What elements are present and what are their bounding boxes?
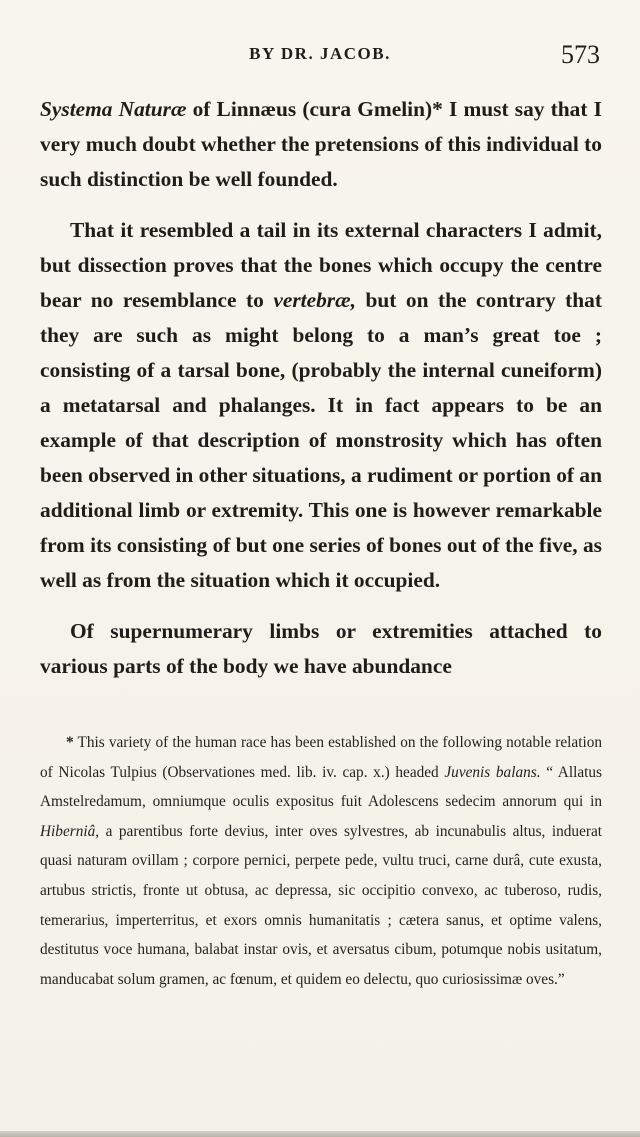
text-segment-italic: Systema Naturæ [40, 97, 187, 121]
text-segment: That it resembled a tail in its external characters I admit, but dissection proves that the bones which occupy the centre bear no resemblance to [40, 218, 602, 312]
paragraph [40, 92, 602, 197]
running-head: BY DR. JACOB. [249, 44, 391, 63]
page-header [0, 40, 640, 80]
footnote-segment: a parentibus forte devius, inter oves sylvestres, ab incunabulis altus, induerat quasi naturam ovillam ; corpore pernici, perpete pede, vultu truci, carne durâ, cute exusta, artubus strictis, fronte ut obtusa, ac depressa, sic occipitio convexo, ac tuberoso, rudis, temerarius, imperterritus, et exors omnis humanitatis ; cætera sanus, et optime valens, destitutus voce humana, balabat instar ovis, et aversatus cibum, potumque nobis usitatum, manducabat solum gramen, ac fœnum, et quidem eo delectu, quo curiosissimæ oves.” [40, 822, 602, 988]
footnote-segment: This variety of the human race has been established on the following notable relation of Nicolas Tulpius (Observationes med. lib. iv. cap. x.) headed [40, 734, 602, 781]
text-segment-italic: vertebræ, [273, 288, 356, 312]
paragraph [40, 614, 602, 684]
footnote-segment-italic: Juvenis balans. [444, 763, 541, 781]
body-text [40, 92, 602, 690]
paragraph [40, 213, 602, 598]
page-number: 573 [561, 40, 600, 69]
footnote [40, 728, 602, 994]
footnote-marker: * [66, 734, 74, 751]
text-segment: but on the contrary that they are such as might belong to a man’s great toe ; consisting of a tarsal bone, (probably the internal cuneiform) a metatarsal and phalanges. It in fact appears to be an example of that description of monstrosity which has often been observed in other situations, a rudiment or portion of an additional limb or extremity. This one is however remarkable from its consisting of but one series of bones out of the five, as well as from the situation which it occupied. [40, 288, 603, 592]
footnote-segment-italic: Hiberniâ, [40, 822, 100, 840]
footnote-segment: “ Allatus Amstelredamum, omniumque oculis expositus fuit Adolescens sedecim annorum qui in [40, 763, 602, 811]
text-segment: Of supernumerary limbs or extremities attached to various parts of the body we have abundance [40, 619, 602, 678]
page-bottom-edge [0, 1131, 640, 1137]
text-segment: of Linnæus (cura Gmelin)* I must say that I very much doubt whether the pretensions of this individual to such distinction be well founded. [40, 97, 602, 191]
